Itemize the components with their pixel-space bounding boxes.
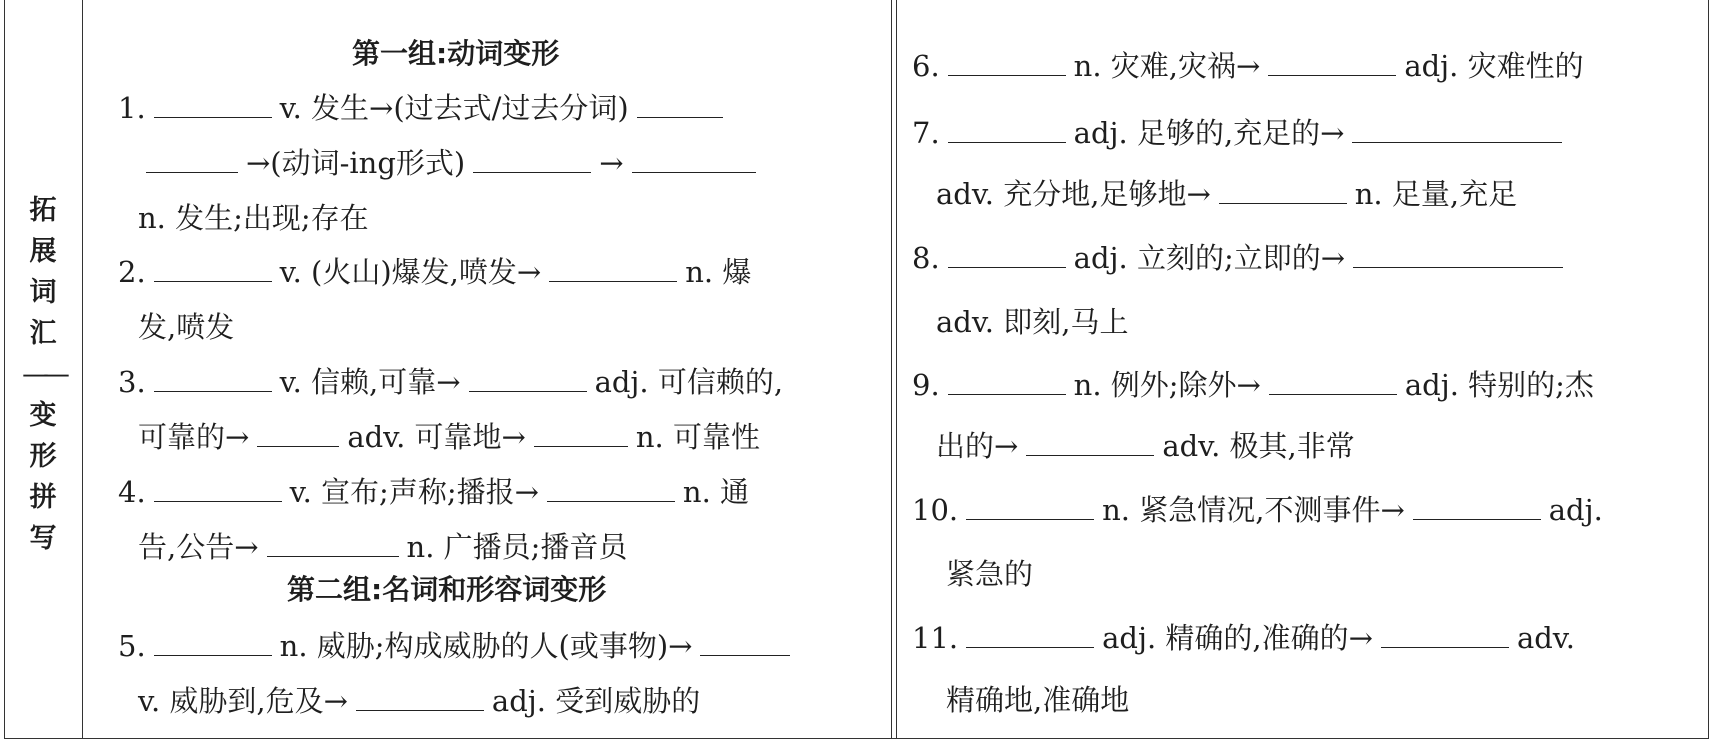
exercise-line — [936, 424, 1355, 465]
answer-blank[interactable] — [1381, 645, 1509, 648]
answer-blank[interactable] — [948, 392, 1066, 395]
exercise-line — [912, 488, 1603, 529]
item-text: n. 可靠性 — [635, 420, 760, 454]
section-label-char: 写 — [29, 523, 57, 554]
section-label — [4, 190, 82, 559]
answer-blank[interactable] — [637, 115, 723, 118]
item-text: n. 爆 — [685, 255, 752, 289]
answer-blank[interactable] — [154, 499, 282, 502]
item-text: n. 广播员;播音员 — [406, 530, 628, 564]
item-text: n. 灾难,灾祸→ — [1073, 49, 1261, 83]
exercise-line — [138, 305, 234, 346]
item-text: v. 发生→(过去式/过去分词) — [279, 91, 629, 125]
item-text: 告,公告→ — [138, 530, 259, 564]
item-text: adj. 足够的,充足的→ — [1073, 116, 1345, 150]
item-text: v. (火山)爆发,喷发→ — [279, 255, 542, 289]
item-text: adj. 特别的;杰 — [1404, 368, 1594, 402]
exercise-line — [118, 360, 783, 401]
exercise-line — [912, 363, 1594, 404]
item-text: n. 发生;出现;存在 — [138, 201, 369, 235]
answer-blank[interactable] — [948, 265, 1066, 268]
item-number: 4. — [118, 475, 146, 509]
exercise-line — [138, 525, 627, 566]
item-number: 7. — [912, 116, 940, 150]
answer-blank[interactable] — [1353, 265, 1563, 268]
item-text: v. 信赖,可靠→ — [279, 365, 461, 399]
exercise-line — [946, 678, 1129, 719]
answer-blank[interactable] — [1269, 392, 1397, 395]
item-number: 9. — [912, 368, 940, 402]
answer-blank[interactable] — [948, 140, 1066, 143]
answer-blank[interactable] — [1026, 453, 1154, 456]
exercise-line — [118, 470, 749, 511]
answer-blank[interactable] — [632, 170, 756, 173]
group-heading: 第二组:名词和形容词变形 — [287, 573, 607, 606]
answer-blank[interactable] — [473, 170, 591, 173]
item-text: 紧急的 — [946, 557, 1034, 591]
answer-blank[interactable] — [547, 499, 675, 502]
exercise-line — [912, 616, 1575, 657]
section-label-char: 形 — [29, 441, 57, 472]
section-label-char: 拼 — [29, 482, 57, 513]
item-text: n. 例外;除外→ — [1073, 368, 1261, 402]
item-text: n. 威胁;构成威胁的人(或事物)→ — [279, 629, 693, 663]
item-text: →(动词-ing形式) — [246, 146, 466, 180]
answer-blank[interactable] — [1352, 140, 1562, 143]
section-label-char: 词 — [29, 277, 57, 308]
item-text: n. 紧急情况,不测事件→ — [1102, 493, 1405, 527]
answer-blank[interactable] — [1268, 73, 1396, 76]
item-text: 可靠的→ — [138, 420, 250, 454]
item-text: adj. — [1548, 493, 1603, 527]
item-text: 发,喷发 — [138, 310, 235, 344]
item-number: 6. — [912, 49, 940, 83]
exercise-line — [912, 44, 1584, 85]
exercise-line — [118, 86, 731, 127]
answer-blank[interactable] — [1413, 517, 1541, 520]
exercise-line — [936, 300, 1128, 341]
exercise-line — [138, 196, 369, 237]
item-text: adv. 充分地,足够地→ — [936, 177, 1211, 211]
answer-blank[interactable] — [966, 517, 1094, 520]
item-text: adv. 即刻,马上 — [936, 305, 1129, 339]
item-text: adj. 受到威胁的 — [491, 684, 701, 718]
item-text: n. 足量,充足 — [1354, 177, 1518, 211]
exercise-line — [912, 111, 1570, 152]
item-text: adv. 极其,非常 — [1162, 429, 1355, 463]
item-number: 3. — [118, 365, 146, 399]
item-text: 精确地,准确地 — [946, 683, 1130, 717]
section-label-dash: —— — [22, 359, 64, 390]
answer-blank[interactable] — [549, 279, 677, 282]
item-text: 出的→ — [936, 429, 1019, 463]
exercise-line — [138, 679, 700, 720]
item-text: → — [599, 146, 624, 180]
answer-blank[interactable] — [154, 389, 272, 392]
item-text: adv. — [1516, 621, 1575, 655]
item-number: 8. — [912, 241, 940, 275]
section-label-char: 拓 — [29, 195, 57, 226]
item-text: n. 通 — [682, 475, 750, 509]
answer-blank[interactable] — [700, 653, 790, 656]
section-label-char: 变 — [29, 400, 57, 431]
item-number: 11. — [912, 621, 959, 655]
exercise-line — [138, 415, 760, 456]
answer-blank[interactable] — [1219, 201, 1347, 204]
exercise-line — [946, 552, 1033, 593]
exercise-line — [912, 236, 1571, 277]
answer-blank[interactable] — [257, 444, 339, 447]
answer-blank[interactable] — [154, 279, 272, 282]
item-number: 2. — [118, 255, 146, 289]
column-divider — [82, 0, 83, 738]
column-divider — [891, 0, 892, 738]
answer-blank[interactable] — [146, 170, 238, 173]
section-label-char: 展 — [29, 236, 57, 267]
exercise-line — [118, 250, 751, 291]
item-text: adj. 可信赖的, — [594, 365, 784, 399]
exercise-line — [118, 624, 798, 665]
item-number: 5. — [118, 629, 146, 663]
item-number: 1. — [118, 91, 146, 125]
answer-blank[interactable] — [966, 645, 1094, 648]
exercise-line — [936, 172, 1517, 213]
item-text: adj. 灾难性的 — [1404, 49, 1584, 83]
answer-blank[interactable] — [154, 653, 272, 656]
group-heading: 第一组:动词变形 — [352, 37, 560, 70]
answer-blank[interactable] — [267, 554, 399, 557]
column-divider — [896, 0, 897, 738]
section-label-char: 汇 — [29, 318, 57, 349]
answer-blank[interactable] — [154, 115, 272, 118]
answer-blank[interactable] — [469, 389, 587, 392]
item-text: v. 威胁到,危及→ — [138, 684, 348, 718]
answer-blank[interactable] — [356, 708, 484, 711]
answer-blank[interactable] — [534, 444, 628, 447]
item-text: adv. 可靠地→ — [347, 420, 526, 454]
item-number: 10. — [912, 493, 959, 527]
answer-blank[interactable] — [948, 73, 1066, 76]
exercise-line — [138, 141, 764, 182]
item-text: v. 宣布;声称;播报→ — [289, 475, 539, 509]
item-text: adj. 立刻的;立即的→ — [1073, 241, 1346, 275]
item-text: adj. 精确的,准确的→ — [1102, 621, 1373, 655]
